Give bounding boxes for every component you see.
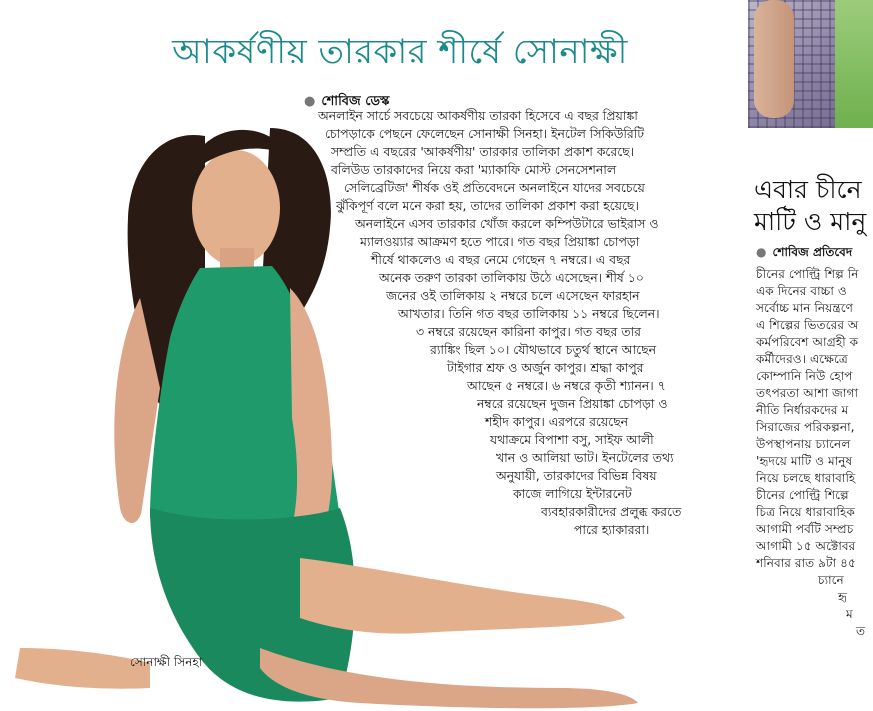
body-line: র‍্যাঙ্কিং ছিল ১০। যৌথভাবে চতুর্থ স্থানে আছেন: [430, 342, 657, 357]
bullet-icon: ●: [304, 94, 316, 109]
side-body-line: আগামী ১৫ অক্টোবর: [756, 539, 856, 553]
side-headline: [754, 174, 866, 238]
body-line: ঝুঁকিপূর্ণ বলে মনে করা হয়, তাদের তালিকা প্রকাশ করা হয়েছে।: [336, 198, 639, 213]
body-line: যথাক্রমে বিপাশা বসু, সাইফ আলী: [490, 432, 654, 447]
side-body-line: সিরাজের পরিকল্পনা,: [756, 420, 855, 434]
side-body-line: হৃ: [838, 590, 848, 604]
side-body-line: চিত্র নিয়ে ধারাবাহিক: [756, 505, 855, 519]
side-body-line: কর্মপরিবেশ আগ্রহী ক: [756, 335, 859, 349]
side-headline-line: মাটি ও মানু: [754, 207, 867, 236]
body-line: শহীদ কাপুর। এরপরে রয়েছেন: [485, 414, 629, 429]
side-body-line: আগামী পর্বটি সম্প্রচ: [756, 522, 854, 536]
body-line: জনের ওই তালিকায় ২ নম্বরে চলে এসেছেন ফারহান: [386, 288, 640, 303]
side-body-line: চ্যানে: [818, 573, 844, 587]
body-line: চোপড়াকে পেছনে ফেলেছেন সোনাক্ষী সিনহা। ইনটেল সিকিউরিটি: [325, 126, 645, 141]
body-line: পারে হ্যাকাররা।: [574, 522, 650, 537]
side-body-line: তৎপরতা আশা জাগা: [756, 386, 858, 400]
body-line: অনুযায়ী, তারকাদের বিভিন্ন বিষয়: [496, 468, 657, 483]
side-body-line: শনিবার রাত ৯টা ৪৫: [756, 556, 856, 570]
side-byline-text: শোবিজ প্রতিবেদ: [772, 245, 853, 259]
body-line: আখতার। তিনি গত বছর তালিকায় ১১ নম্বরে ছিলেন।: [398, 306, 660, 321]
body-line: নম্বরে রয়েছেন দুজন প্রিয়াঙ্কা চোপড়া ও: [477, 396, 668, 411]
side-body-line: এ শিল্পের ভিতরের অ: [756, 318, 859, 332]
body-line: ম্যালওয়্যার আক্রমণ হতে পারে। গত বছর প্রিয়াঙ্কা চোপড়া: [360, 234, 640, 249]
body-line: শীর্ষে থাকলেও এ বছর নেমে গেছেন ৭ নম্বরে। এ বছর: [371, 252, 631, 267]
byline-text: শোবিজ ডেস্ক: [321, 94, 390, 109]
side-body-line: ত: [856, 624, 866, 638]
body-line: অনলাইনে এসব তারকার খোঁজ করলে কম্পিউটারে ভাইরাস ও: [355, 216, 659, 231]
body-line: খান ও আলিয়া ভাট। ইনটেলের তথ্য: [496, 450, 674, 465]
body-line: বলিউড তারকাদের নিয়ে করা 'ম্যাকাফি মোস্ট সেনসেশনাল: [331, 162, 617, 177]
side-body-line: ম: [846, 607, 853, 621]
side-byline: [756, 244, 852, 264]
side-body-line: এক দিনের বাচ্চা ও: [756, 284, 847, 298]
side-body-line: 'হৃদয়ে মাটি ও মানুষ: [756, 454, 853, 468]
body-line: সম্প্রতি এ বছরের 'আকর্ষণীয়' তারকার তালিকা প্রকাশ করেছে।: [331, 144, 635, 159]
photo-caption: সোনাক্ষী সিনহা: [130, 655, 203, 669]
body-line: আছেন ৫ নম্বরে। ৬ নম্বরে কৃতী শ্যানন। ৭: [467, 378, 666, 393]
leg-upper: [300, 558, 625, 634]
body-line: ৩ নম্বরে রয়েছেন কারিনা কাপুর। গত বছর তার: [416, 324, 641, 339]
side-article-photo: [748, 0, 873, 128]
side-body-line: নীতি নির্ধারকদের ম: [756, 403, 849, 417]
side-body-line: চীনের পোল্ট্রি শিল্পে: [756, 488, 849, 502]
main-headline: আকর্ষণীয় তারকার শীর্ষে সোনাক্ষী: [172, 32, 628, 72]
side-body-line: নিয়ে চলছে ধারাবাহি: [756, 471, 856, 485]
body-line: টাইগার শ্রফ ও অর্জুন কাপুর। শ্রদ্ধা কাপুর: [447, 360, 644, 375]
body-line: অনলাইন সার্চে সবচেয়ে আকর্ষণীয় তারকা হিসেবে এ বছর প্রিয়াঙ্কা: [318, 108, 638, 123]
body-line: ব্যবহারকারীদের প্রলুব্ধ করতে: [541, 504, 682, 519]
body-line: সেলিব্রেটিজ' শীর্ষক ওই প্রতিবেদনে অনলাইনে যাদের সবচেয়ে: [344, 180, 645, 195]
bullet-icon: ●: [756, 245, 767, 259]
side-body-line: কর্মীদেরও। এক্ষেত্রে: [756, 352, 848, 366]
side-body-line: কোম্পানি নিউ হোপ: [756, 369, 853, 383]
body-line: অনেক তরুণ তারকা তালিকায় উঠে এসেছেন। শীর্ষ ১০: [379, 270, 644, 285]
side-body-line: সর্বোচ্চ মান নিয়ন্ত্রণে: [756, 301, 854, 315]
sonakshi-photo: [0, 88, 640, 711]
main-byline: [304, 92, 389, 113]
side-body-line: উপস্থাপনায় চ্যানেল: [756, 437, 851, 451]
side-headline-line: এবার চীনে: [754, 175, 862, 204]
side-body-line: চীনের পোল্ট্রি শিল্প নি: [756, 267, 859, 281]
body-line: কাজে লাগিয়ে ইন্টারনেট: [513, 486, 632, 501]
